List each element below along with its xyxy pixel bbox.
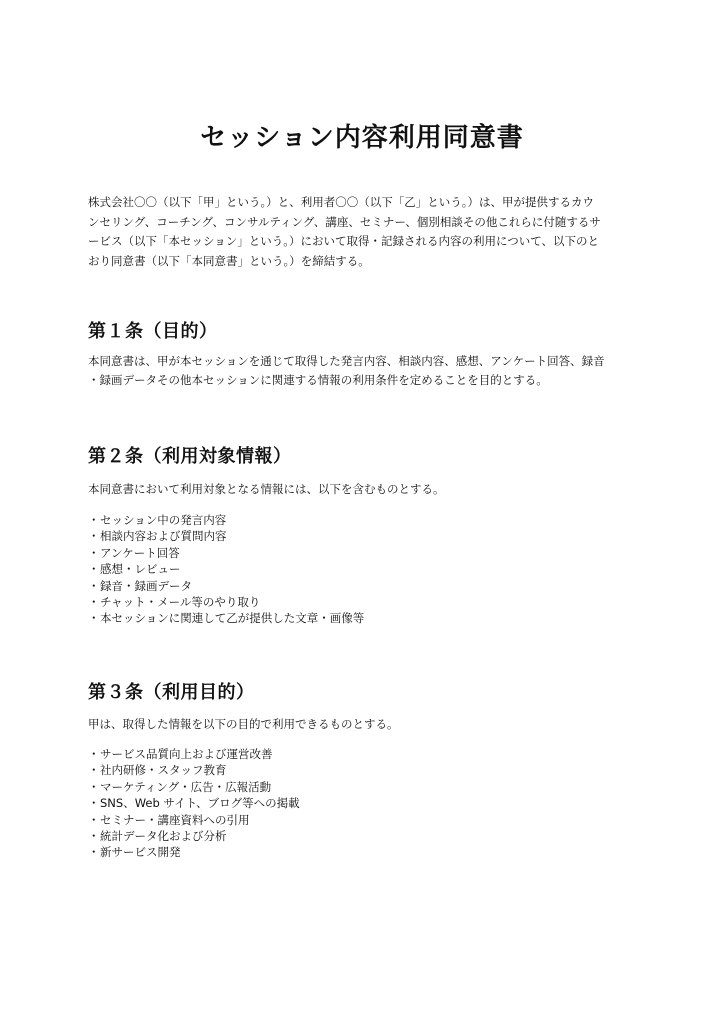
intro-paragraph (88, 193, 633, 271)
intro-line: ービス（以下「本セッション」という。）において取得・記録される内容の利用について、以下のと (88, 234, 600, 248)
article-3-heading: 第３条（利用目的） (88, 682, 255, 703)
list-item-text: セミナー・講座資料への引用 (100, 812, 250, 827)
list-item (88, 512, 364, 528)
bullet-mark: ・ (88, 829, 100, 844)
list-item (88, 828, 300, 844)
bullet-mark: ・ (88, 595, 100, 610)
list-item-text: SNS、Web サイト、ブログ等への掲載 (100, 796, 300, 811)
list-item (88, 545, 364, 561)
list-item (88, 844, 300, 860)
bullet-mark: ・ (88, 562, 100, 577)
list-item (88, 528, 364, 544)
bullet-mark: ・ (88, 845, 100, 860)
list-item (88, 561, 364, 577)
bullet-mark: ・ (88, 763, 100, 778)
article-2-heading: 第２条（利用対象情報） (88, 446, 292, 467)
bullet-mark: ・ (88, 779, 100, 794)
bullet-mark: ・ (88, 578, 100, 593)
list-item-text: 感想・レビュー (100, 562, 181, 577)
article-3-lead (88, 715, 648, 734)
article-1-line: ・録画データその他本セッションに関連する情報の利用条件を定めることを目的とする。 (88, 373, 548, 387)
document-title: セッション内容利用同意書 (200, 123, 524, 153)
list-item (88, 795, 300, 811)
list-item (88, 746, 300, 762)
list-item (88, 594, 364, 610)
article-1-body (88, 352, 648, 390)
article-1-heading: 第１条（目的） (88, 321, 218, 342)
article-2-list (88, 512, 364, 627)
bullet-mark: ・ (88, 513, 100, 527)
bullet-mark: ・ (88, 796, 100, 811)
list-item-text: セッション中の発言内容 (100, 513, 227, 527)
bullet-mark: ・ (88, 611, 100, 626)
list-item-text: アンケート回答 (100, 545, 180, 560)
list-item-text: マーケティング・広告・広報活動 (100, 779, 272, 794)
list-item-text: チャット・メール等のやり取り (100, 595, 261, 610)
list-item-text: 本セッションに関連して乙が提供した文章・画像等 (100, 611, 365, 626)
bullet-mark: ・ (88, 747, 100, 761)
bullet-mark: ・ (88, 545, 100, 560)
article-2-lead (88, 480, 648, 499)
article-1-line: 本同意書は、甲が本セッションを通じて取得した発言内容、相談内容、感想、アンケート回答、録音 (88, 354, 605, 368)
list-item-text: 録音・録画データ (100, 578, 192, 593)
article-2-lead-text: 本同意書において利用対象となる情報には、以下を含むものとする。 (88, 482, 445, 496)
list-item-text: 社内研修・スタッフ教育 (100, 763, 227, 778)
article-3-lead-text: 甲は、取得した情報を以下の目的で利用できるものとする。 (88, 717, 399, 731)
list-item-text: 統計データ化および分析 (100, 829, 227, 844)
list-item (88, 812, 300, 828)
bullet-mark: ・ (88, 529, 100, 544)
list-item-text: 新サービス開発 (100, 845, 181, 860)
intro-line: 株式会社〇〇（以下「甲」という。）と、利用者〇〇（以下「乙」という。）は、甲が提供するカウ (88, 195, 594, 209)
list-item (88, 578, 364, 594)
intro-line: ンセリング、コーチング、コンサルティング、講座、セミナー、個別相談その他これらに付随するサ (88, 214, 601, 229)
bullet-mark: ・ (88, 812, 100, 827)
list-item-text: サービス品質向上および運営改善 (100, 747, 273, 761)
list-item (88, 779, 300, 795)
article-3-list (88, 746, 300, 861)
list-item-text: 相談内容および質問内容 (100, 529, 227, 544)
list-item (88, 610, 364, 626)
list-item (88, 762, 300, 778)
intro-line: おり同意書（以下「本同意書」という。）を締結する。 (88, 253, 370, 268)
